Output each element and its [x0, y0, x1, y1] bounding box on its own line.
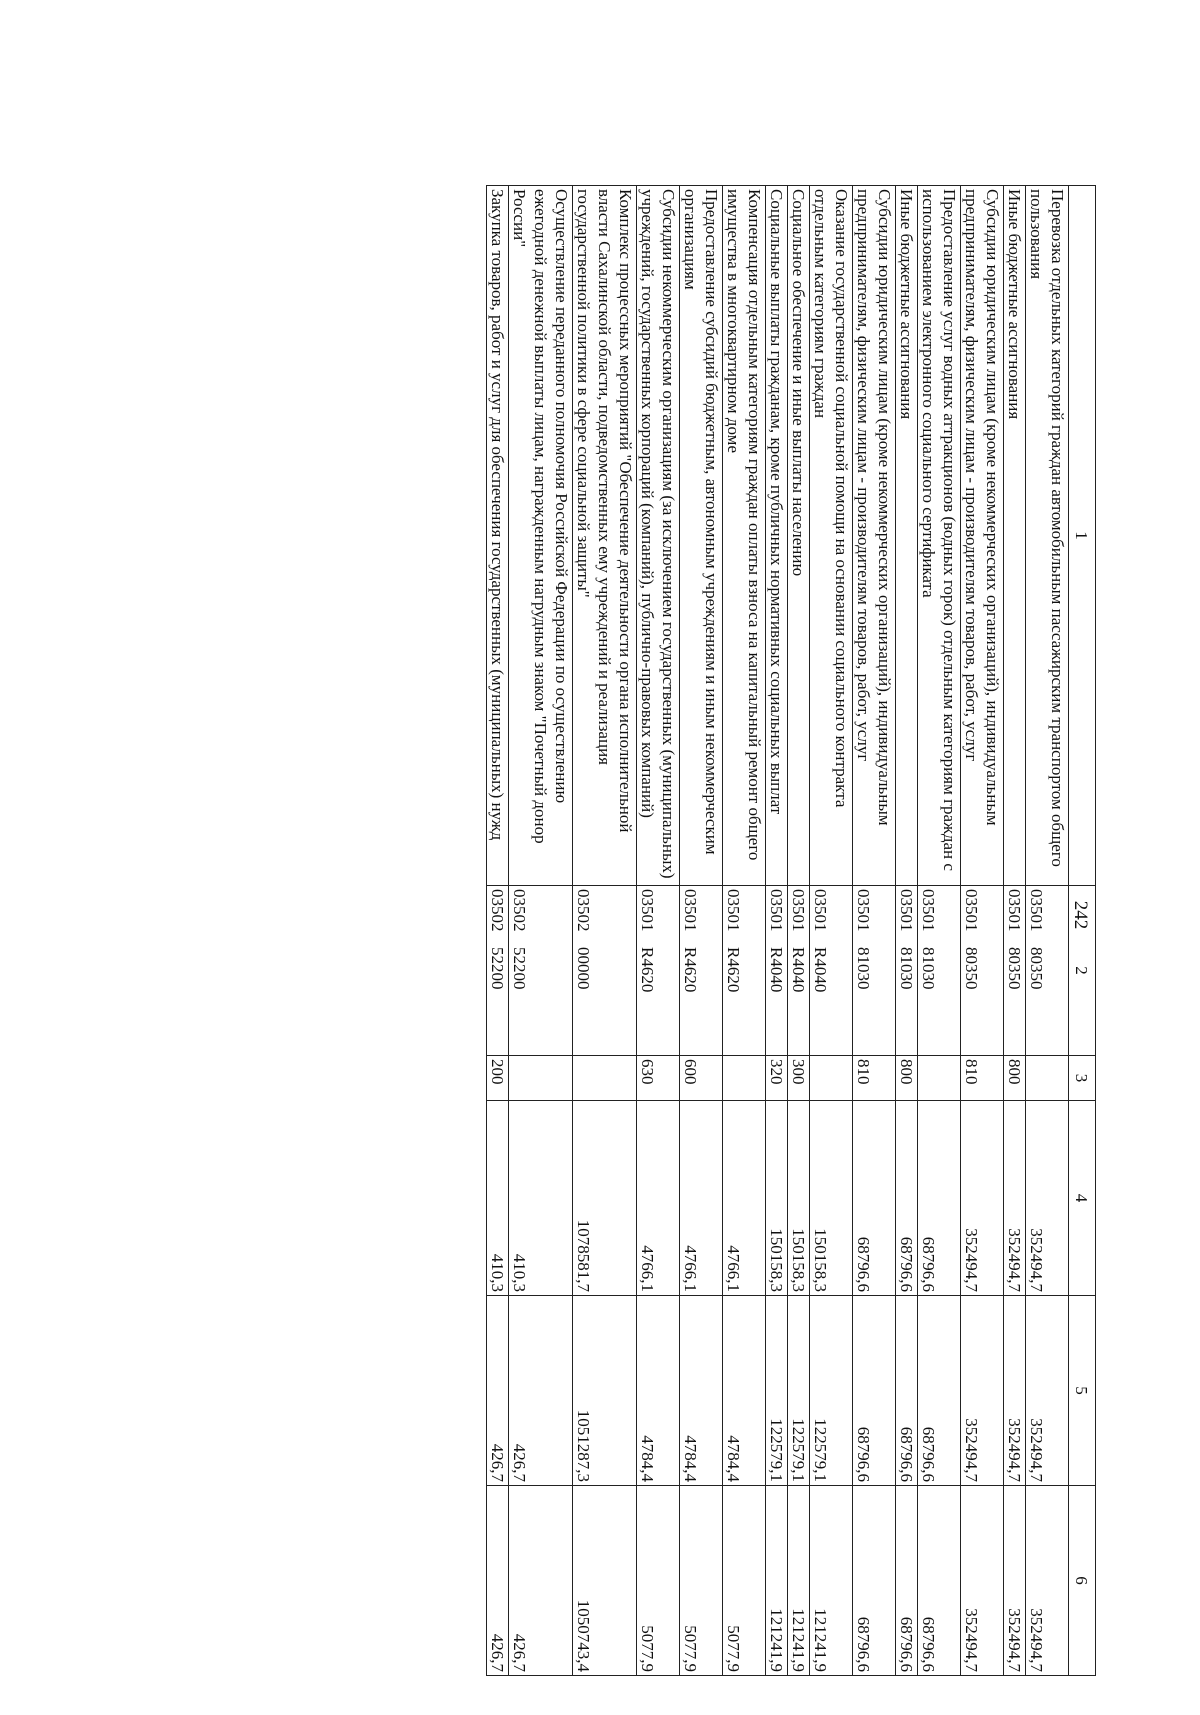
header-cell: 1: [1069, 186, 1096, 886]
amount-year1-cell: 352494,7: [961, 1101, 1004, 1296]
program-code: 03501: [811, 889, 830, 932]
table-row: [1026, 186, 1069, 1676]
direction-code: R4040: [811, 947, 830, 993]
table-row: [766, 186, 788, 1676]
item-name-cell: Предоставление субсидий бюджетным, автономным учреждениям и иным некоммерческим организациям: [680, 186, 723, 886]
expense-type-cell: [723, 1056, 766, 1101]
amount-year3-cell: 5077,9: [637, 1486, 680, 1676]
amount-year2-cell: 68796,6: [918, 1296, 961, 1486]
expense-type-cell: [810, 1056, 853, 1101]
target-code-cell: [788, 886, 810, 1056]
amount-year3-cell: 352494,7: [961, 1486, 1004, 1676]
amount-year2-cell: 426,7: [509, 1296, 573, 1486]
direction-code: R4040: [789, 947, 808, 993]
amount-year2-cell: 352494,7: [1004, 1296, 1026, 1486]
amount-year2-cell: 122579,1: [788, 1296, 810, 1486]
item-name-cell: Субсидии юридическим лицам (кроме некоммерческих организаций), индивидуальным предпринимателям, физическим лицам - производителям товаров, работ, услуг: [961, 186, 1004, 886]
item-name-cell: Комплекс процессных мероприятий "Обеспечение деятельности органа исполнительной власти Сахалинской области, подведомственных ему учреждений и реализация государственной политики в сфере социальной защиты": [573, 186, 637, 886]
table-row: [1004, 186, 1026, 1676]
program-code: 03501: [767, 889, 786, 932]
table-row: [487, 186, 509, 1676]
target-code-cell: [766, 886, 788, 1056]
item-name-cell: Перевозка отдельных категорий граждан автомобильным пассажирским транспортом общего пользования: [1026, 186, 1069, 886]
header-cell: 3: [1069, 1056, 1096, 1101]
direction-code: R4040: [767, 947, 786, 993]
amount-year2-cell: 68796,6: [853, 1296, 896, 1486]
amount-year2-cell: 4784,4: [723, 1296, 766, 1486]
amount-year3-cell: 121241,9: [766, 1486, 788, 1676]
item-name-cell: Иные бюджетные ассигнования: [1004, 186, 1026, 886]
amount-year3-cell: 352494,7: [1026, 1486, 1069, 1676]
expense-type-cell: 320: [766, 1056, 788, 1101]
target-code-cell: [1004, 886, 1026, 1056]
item-name-cell: Осуществление переданного полномочия Российской Федерации по осуществлению ежегодной денежной выплаты лицам, награжденным нагрудным знаком "Почетный донор России": [509, 186, 573, 886]
amount-year1-cell: 150158,3: [766, 1101, 788, 1296]
direction-code: 80350: [962, 947, 981, 990]
program-code: 03501: [854, 889, 873, 932]
program-code: 03502: [488, 889, 507, 932]
table-row: [896, 186, 918, 1676]
amount-year3-cell: 68796,6: [918, 1486, 961, 1676]
amount-year1-cell: 352494,7: [1026, 1101, 1069, 1296]
expense-type-cell: 800: [896, 1056, 918, 1101]
amount-year1-cell: 410,3: [487, 1101, 509, 1296]
direction-code: 80350: [1005, 947, 1024, 990]
amount-year1-cell: 150158,3: [788, 1101, 810, 1296]
target-code-cell: [918, 886, 961, 1056]
program-code: 03501: [724, 889, 743, 932]
program-code: 03501: [1027, 889, 1046, 932]
amount-year1-cell: 4766,1: [637, 1101, 680, 1296]
amount-year2-cell: 4784,4: [680, 1296, 723, 1486]
amount-year2-cell: 122579,1: [766, 1296, 788, 1486]
expense-type-cell: 600: [680, 1056, 723, 1101]
table-row: [637, 186, 680, 1676]
program-code: 03502: [574, 889, 593, 932]
header-cell: 4: [1069, 1101, 1096, 1296]
target-code-cell: [637, 886, 680, 1056]
direction-code: R4620: [638, 947, 657, 993]
table-row: [573, 186, 637, 1676]
item-name-cell: Иные бюджетные ассигнования: [896, 186, 918, 886]
table-row: [961, 186, 1004, 1676]
table-row: [788, 186, 810, 1676]
amount-year3-cell: 352494,7: [1004, 1486, 1026, 1676]
target-code-cell: [961, 886, 1004, 1056]
amount-year1-cell: 352494,7: [1004, 1101, 1026, 1296]
direction-code: 81030: [919, 947, 938, 990]
item-name-cell: Субсидии юридическим лицам (кроме некоммерческих организаций), индивидуальным предпринимателям, физическим лицам - производителям товаров, работ, услуг: [853, 186, 896, 886]
target-code-cell: [723, 886, 766, 1056]
item-name-cell: Оказание государственной социальной помощи на основании социального контракта отдельным категориям граждан: [810, 186, 853, 886]
expense-type-cell: 800: [1004, 1056, 1026, 1101]
expense-type-cell: [509, 1056, 573, 1101]
amount-year1-cell: 150158,3: [810, 1101, 853, 1296]
table-row: [810, 186, 853, 1676]
program-code: 03501: [962, 889, 981, 932]
expense-type-cell: 810: [961, 1056, 1004, 1101]
direction-code: 52200: [488, 947, 507, 990]
amount-year1-cell: 4766,1: [680, 1101, 723, 1296]
target-code-cell: [680, 886, 723, 1056]
direction-code: R4620: [724, 947, 743, 993]
item-name-cell: Компенсация отдельным категориям граждан оплаты взноса на капитальный ремонт общего имущества в многоквартирном доме: [723, 186, 766, 886]
target-code-cell: [896, 886, 918, 1056]
amount-year1-cell: 68796,6: [896, 1101, 918, 1296]
amount-year1-cell: 68796,6: [918, 1101, 961, 1296]
expense-type-cell: 200: [487, 1056, 509, 1101]
amount-year2-cell: 1051287,3: [573, 1296, 637, 1486]
page-number: 242: [1070, 900, 1091, 930]
table-row: [723, 186, 766, 1676]
amount-year2-cell: 122579,1: [810, 1296, 853, 1486]
amount-year1-cell: 68796,6: [853, 1101, 896, 1296]
amount-year3-cell: 5077,9: [680, 1486, 723, 1676]
program-code: 03502: [510, 889, 529, 932]
table-row: [918, 186, 961, 1676]
direction-code: 52200: [510, 947, 529, 990]
amount-year3-cell: 68796,6: [853, 1486, 896, 1676]
direction-code: 81030: [854, 947, 873, 990]
item-name-cell: Социальные выплаты гражданам, кроме публичных нормативных социальных выплат: [766, 186, 788, 886]
direction-code: 00000: [574, 947, 593, 990]
amount-year2-cell: 4784,4: [637, 1296, 680, 1486]
amount-year1-cell: 1078581,7: [573, 1101, 637, 1296]
item-name-cell: Социальное обеспечение и иные выплаты населению: [788, 186, 810, 886]
target-code-cell: [1026, 886, 1069, 1056]
item-name-cell: Предоставление услуг водных аттракционов (водных горок) отдельным категориям граждан с использованием электронного социального сертификата: [918, 186, 961, 886]
expense-type-cell: [1026, 1056, 1069, 1101]
target-code-cell: [487, 886, 509, 1056]
program-code: 03501: [681, 889, 700, 932]
amount-year3-cell: 5077,9: [723, 1486, 766, 1676]
amount-year3-cell: 426,7: [487, 1486, 509, 1676]
expense-type-cell: 630: [637, 1056, 680, 1101]
expense-type-cell: [918, 1056, 961, 1101]
table-row: [853, 186, 896, 1676]
budget-table: [486, 185, 1096, 1676]
item-name-cell: Субсидии некоммерческим организациям (за исключением государственных (муниципальных) учреждений, государственных корпораций (компаний), публично-правовых компаний): [637, 186, 680, 886]
amount-year2-cell: 426,7: [487, 1296, 509, 1486]
target-code-cell: [509, 886, 573, 1056]
amount-year1-cell: 410,3: [509, 1101, 573, 1296]
amount-year3-cell: 121241,9: [810, 1486, 853, 1676]
table-row: [680, 186, 723, 1676]
amount-year1-cell: 4766,1: [723, 1101, 766, 1296]
program-code: 03501: [1005, 889, 1024, 932]
amount-year2-cell: 68796,6: [896, 1296, 918, 1486]
expense-type-cell: [573, 1056, 637, 1101]
amount-year2-cell: 352494,7: [961, 1296, 1004, 1486]
header-row: [1069, 186, 1096, 1676]
program-code: 03501: [897, 889, 916, 932]
amount-year2-cell: 352494,7: [1026, 1296, 1069, 1486]
amount-year3-cell: 68796,6: [896, 1486, 918, 1676]
item-name-cell: Закупка товаров, работ и услуг для обеспечения государственных (муниципальных) нужд: [487, 186, 509, 886]
header-cell: 2: [1069, 886, 1096, 1056]
header-cell: 6: [1069, 1486, 1096, 1676]
expense-type-cell: 300: [788, 1056, 810, 1101]
amount-year3-cell: 121241,9: [788, 1486, 810, 1676]
target-code-cell: [573, 886, 637, 1056]
expense-type-cell: 810: [853, 1056, 896, 1101]
table-row: [509, 186, 573, 1676]
direction-code: R4620: [681, 947, 700, 993]
budget-table-rotated: [96, 185, 1096, 1675]
header-cell: 5: [1069, 1296, 1096, 1486]
amount-year3-cell: 426,7: [509, 1486, 573, 1676]
amount-year3-cell: 1050743,4: [573, 1486, 637, 1676]
program-code: 03501: [789, 889, 808, 932]
program-code: 03501: [919, 889, 938, 932]
program-code: 03501: [638, 889, 657, 932]
direction-code: 80350: [1027, 947, 1046, 990]
target-code-cell: [810, 886, 853, 1056]
direction-code: 81030: [897, 947, 916, 990]
target-code-cell: [853, 886, 896, 1056]
